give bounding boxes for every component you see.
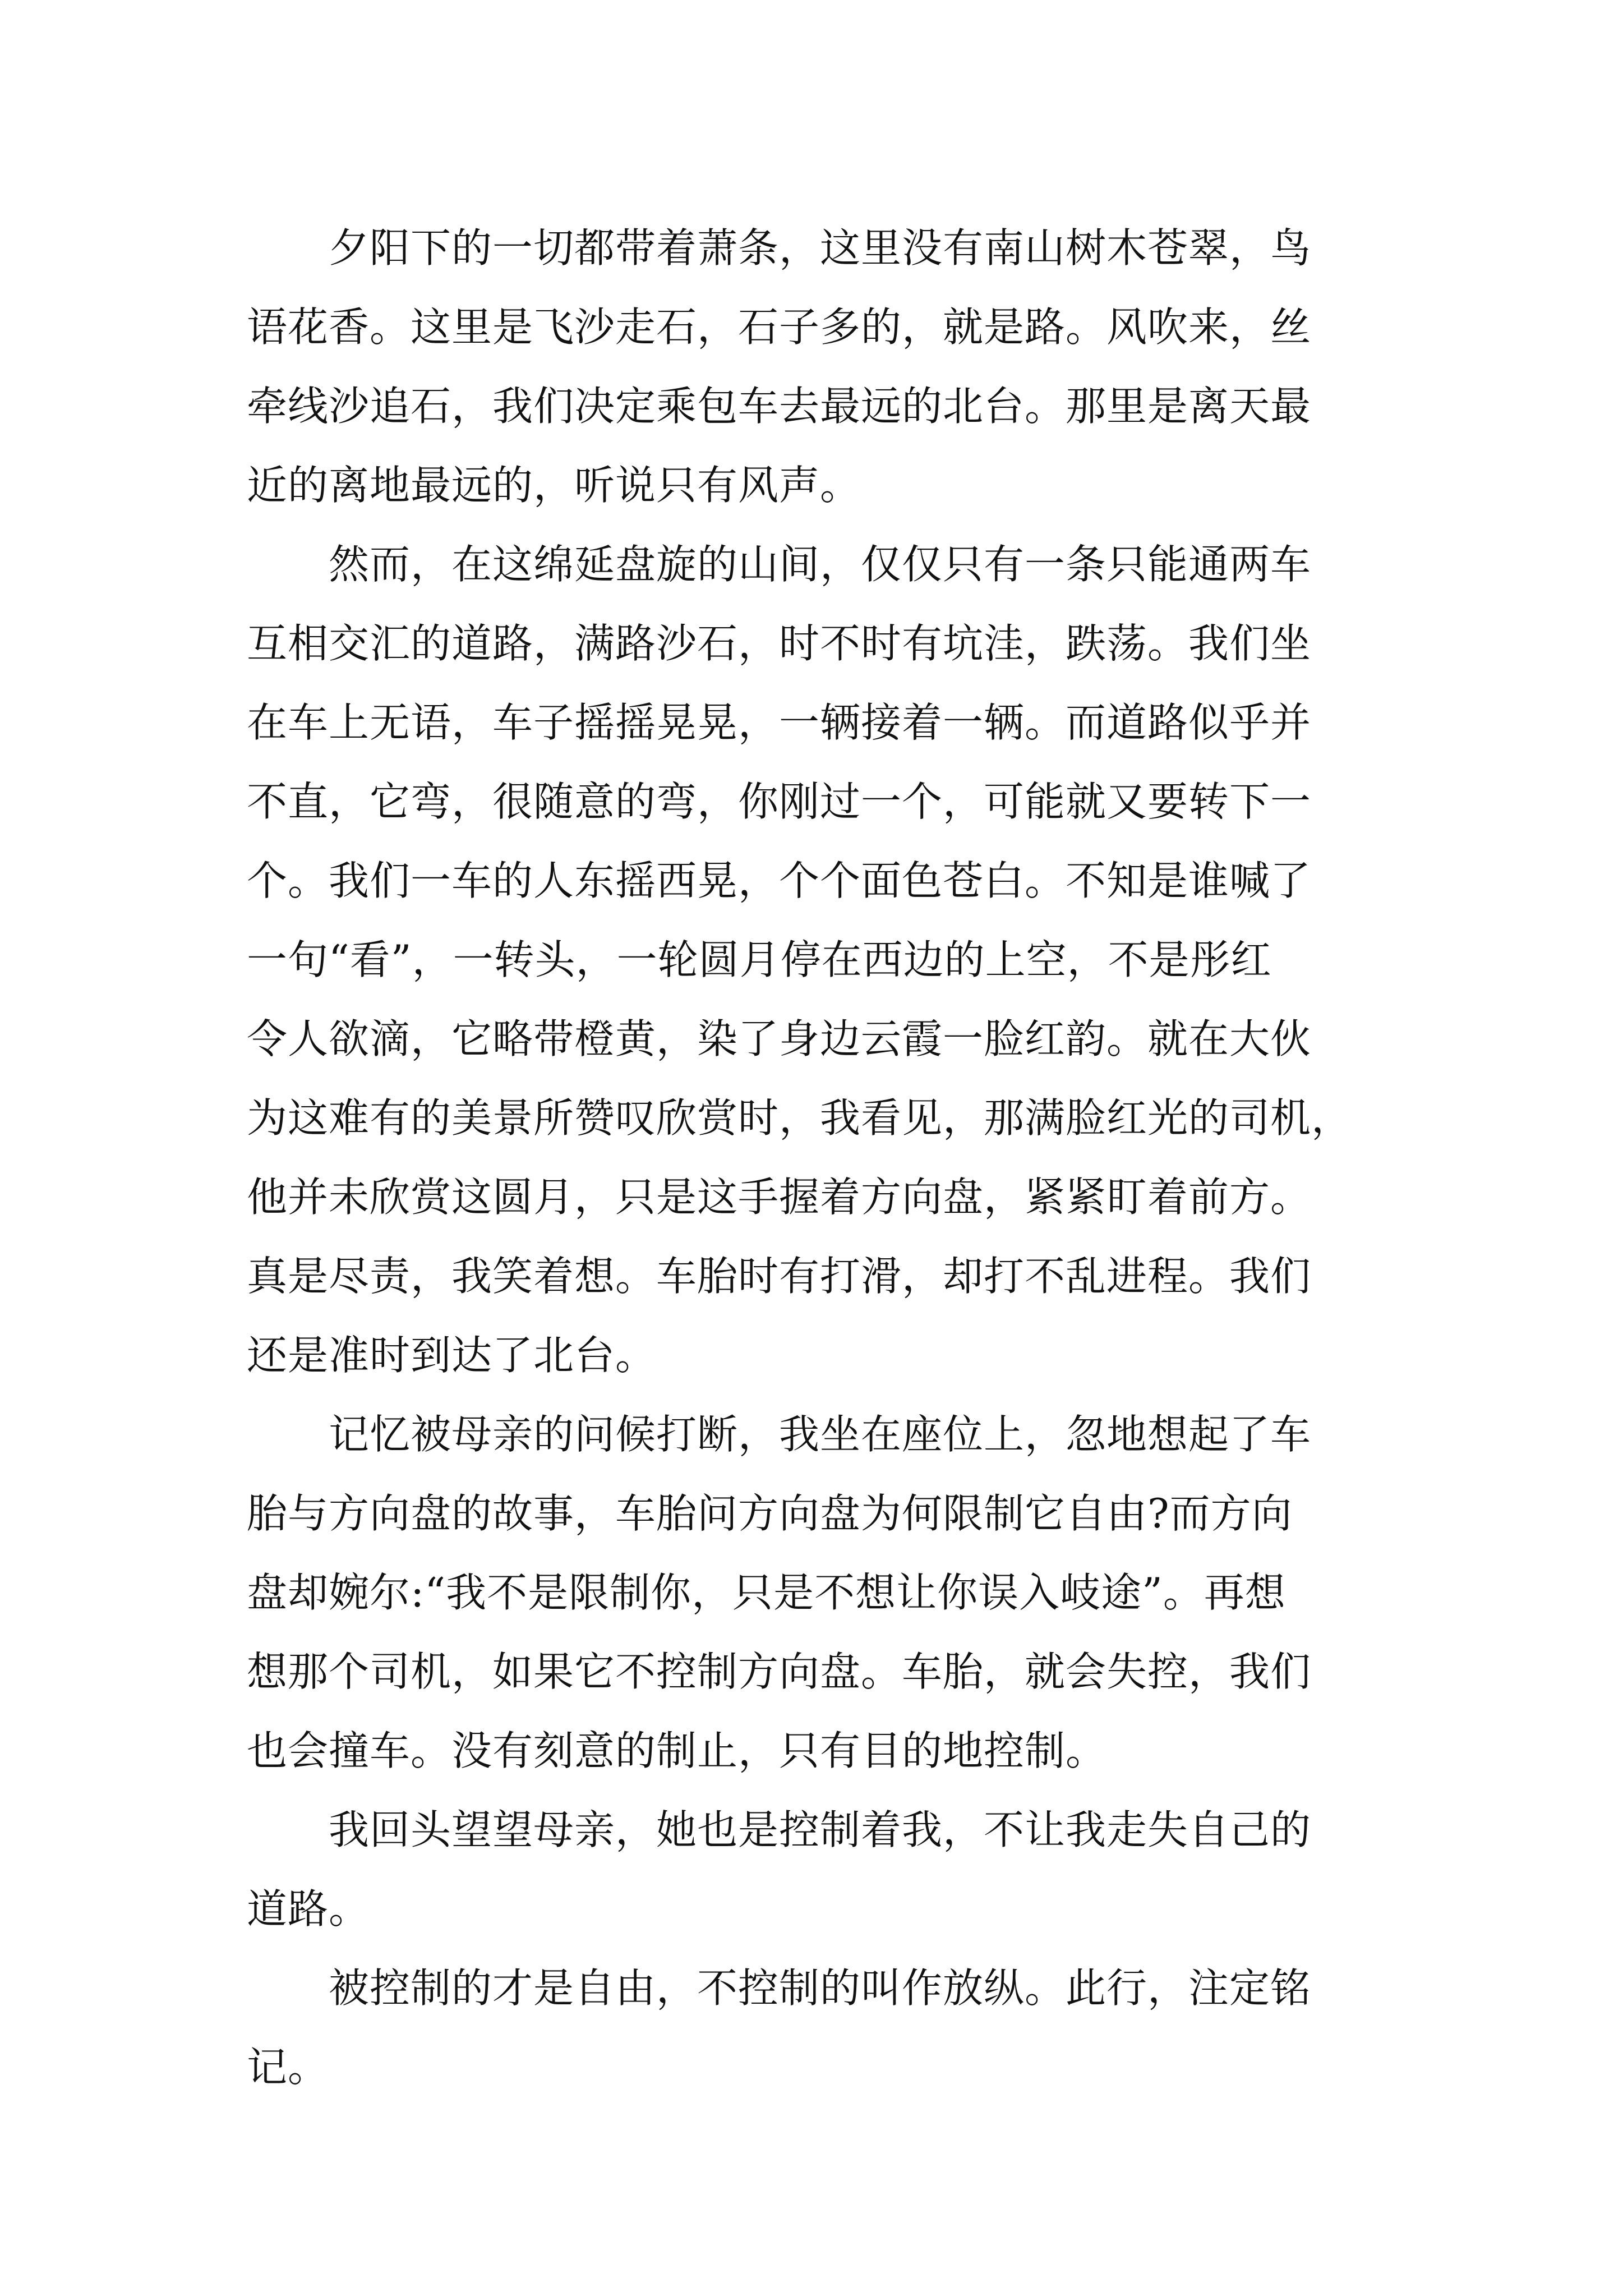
essay-body xyxy=(247,209,1371,2107)
text-line: 互相交汇的道路，满路沙石，时不时有坑洼，跌荡。我们坐 xyxy=(247,620,1312,667)
text-line: 一句“看”，一转头，一轮圆月停在西边的上空，不是彤红 xyxy=(247,936,1272,983)
text-line: 记忆被母亲的问候打断，我坐在座位上，忽地想起了车 xyxy=(329,1411,1312,1458)
text-line: 盘却婉尔:“我不是限制你，只是不想让你误入岐途”。再想 xyxy=(247,1569,1286,1616)
text-line: 记。 xyxy=(247,2044,329,2091)
text-line: 想那个司机，如果它不控制方向盘。车胎，就会失控，我们 xyxy=(247,1648,1312,1695)
text-line: 道路。 xyxy=(247,1885,370,1932)
paragraph-2 xyxy=(247,525,1371,1395)
text-line: 个。我们一车的人东摇西晃，个个面色苍白。不知是谁喊了 xyxy=(247,857,1312,904)
text-line: 不直，它弯，很随意的弯，你刚过一个，可能就又要转下一 xyxy=(247,778,1312,825)
text-line: 夕阳下的一切都带着萧条，这里没有南山树木苍翠，鸟 xyxy=(329,224,1312,272)
text-line: 在车上无语，车子摇摇晃晃，一辆接着一辆。而道路似乎并 xyxy=(247,699,1312,746)
text-line: 胎与方向盘的故事，车胎问方向盘为何限制它自由?而方向 xyxy=(247,1490,1293,1537)
paragraph-4 xyxy=(247,1791,1371,1949)
paragraph-1 xyxy=(247,209,1371,525)
text-line: 为这难有的美景所赞叹欣赏时，我看见，那满脸红光的司机， xyxy=(247,1094,1353,1142)
text-line: 真是尽责，我笑着想。车胎时有打滑，却打不乱进程。我们 xyxy=(247,1253,1312,1300)
text-line: 语花香。这里是飞沙走石，石子多的，就是路。风吹来，丝 xyxy=(247,303,1312,351)
text-line: 被控制的才是自由，不控制的叫作放纵。此行，注定铭 xyxy=(329,1964,1312,2012)
text-line: 然而，在这绵延盘旋的山间，仅仅只有一条只能通两车 xyxy=(329,541,1312,588)
text-line: 近的离地最远的，听说只有风声。 xyxy=(247,462,861,509)
text-line: 牵线沙追石，我们决定乘包车去最远的北台。那里是离天最 xyxy=(247,383,1312,430)
text-line: 他并未欣赏这圆月，只是这手握着方向盘，紧紧盯着前方。 xyxy=(247,1174,1312,1221)
paragraph-5 xyxy=(247,1949,1371,2107)
text-line: 我回头望望母亲，她也是控制着我，不让我走失自己的 xyxy=(329,1806,1312,1853)
text-line: 令人欲滴，它略带橙黄，染了身边云霞一脸红韵。就在大伙 xyxy=(247,1015,1312,1062)
text-line: 也会撞车。没有刻意的制止，只有目的地控制。 xyxy=(247,1727,1107,1774)
text-line: 还是准时到达了北台。 xyxy=(247,1332,657,1379)
paragraph-3 xyxy=(247,1395,1371,1791)
